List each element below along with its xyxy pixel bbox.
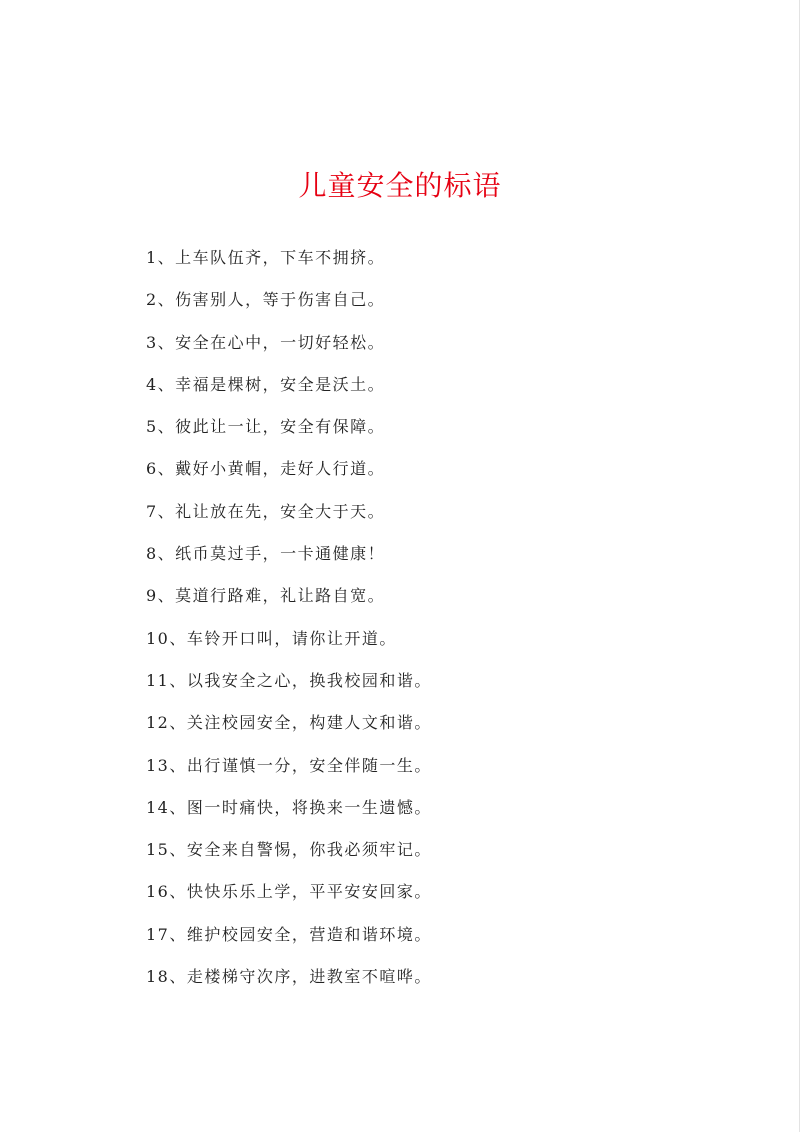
list-item: 16、快快乐乐上学，平平安安回家。 [146,882,432,902]
slogan-list [146,242,432,1003]
list-item: 12、关注校园安全，构建人文和谐。 [146,713,432,733]
list-item: 9、莫道行路难，礼让路自宽。 [146,586,386,606]
document-title: 儿童安全的标语 [298,169,502,202]
list-item: 6、戴好小黄帽，走好人行道。 [146,459,386,479]
list-item: 5、彼此让一让，安全有保障。 [146,417,386,437]
list-item: 15、安全来自警惕，你我必须牢记。 [146,840,432,860]
list-item: 18、走楼梯守次序，进教室不喧哗。 [146,967,432,987]
list-item: 1、上车队伍齐，下车不拥挤。 [146,248,386,267]
list-item: 8、纸币莫过手，一卡通健康！ [146,544,386,564]
list-item: 11、以我安全之心，换我校园和谐。 [146,670,432,690]
list-item: 4、幸福是棵树，安全是沃土。 [146,374,386,394]
list-item: 14、图一时痛快，将换来一生遗憾。 [146,797,432,817]
list-item: 3、安全在心中，一切好轻松。 [146,332,386,352]
list-item: 10、车铃开口叫，请你让开道。 [146,628,397,648]
list-item: 13、出行谨慎一分，安全伴随一生。 [146,755,432,775]
list-item: 2、伤害别人，等于伤害自己。 [146,290,386,310]
list-item: 7、礼让放在先，安全大于天。 [146,501,386,521]
list-item: 17、维护校园安全，营造和谐环境。 [146,924,432,944]
